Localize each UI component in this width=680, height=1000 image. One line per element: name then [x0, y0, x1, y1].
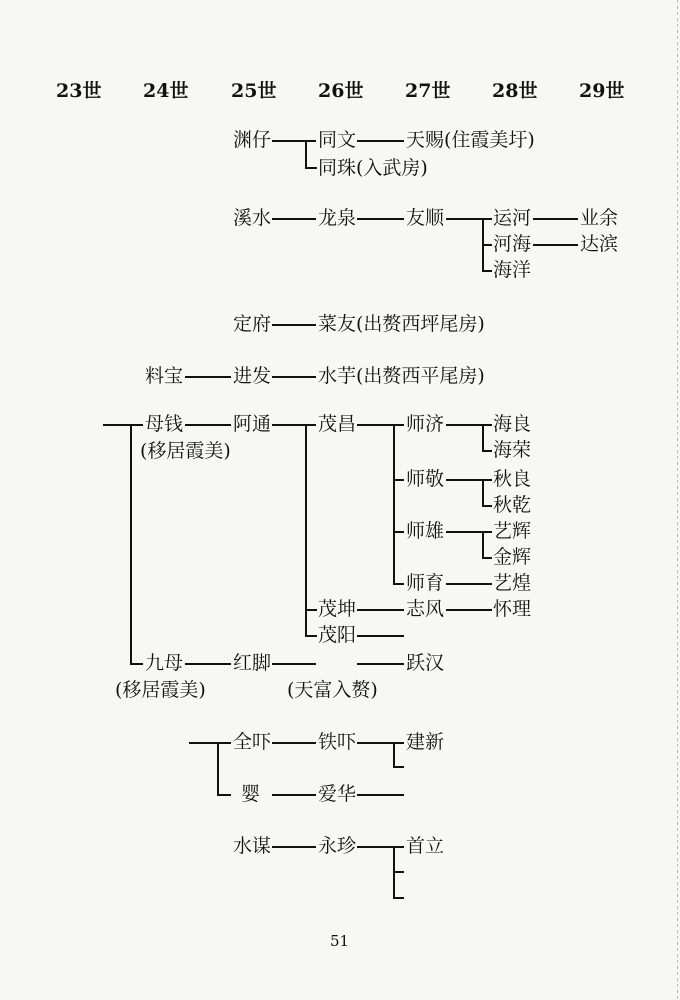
link-line — [357, 846, 404, 848]
link-line — [446, 218, 492, 220]
link-line — [357, 218, 404, 220]
person-zhifeng: 志风 — [406, 598, 445, 620]
link-line — [357, 742, 404, 744]
person-caiyou: 菜友(出赘西坪尾房) — [318, 313, 485, 335]
person-longquan: 龙泉 — [318, 207, 357, 229]
person-shixiong: 师雄 — [406, 520, 445, 542]
gen-29: 29世 — [579, 80, 625, 102]
link-line — [482, 450, 492, 452]
link-line — [393, 766, 404, 768]
person-jinfa: 进发 — [233, 365, 272, 387]
link-line — [357, 635, 404, 637]
link-line — [272, 742, 316, 744]
person-qiuqian: 秋乾 — [493, 494, 532, 516]
page-number: 51 — [330, 932, 350, 950]
link-line — [272, 218, 316, 220]
person-yuanzai: 渊仔 — [233, 129, 272, 151]
link-line — [217, 794, 231, 796]
scan-edge — [677, 0, 678, 1000]
link-line — [446, 531, 492, 533]
person-xishui: 溪水 — [233, 207, 272, 229]
link-line — [533, 218, 578, 220]
link-line — [357, 663, 404, 665]
person-shuimou: 水谋 — [233, 835, 272, 857]
link-line — [393, 583, 404, 585]
person-youshun: 友顺 — [406, 207, 445, 229]
person-tongzhu: 同珠(入武房) — [318, 157, 428, 179]
person-quanxia: 全吓 — [233, 731, 272, 753]
link-line — [185, 376, 231, 378]
link-line — [272, 846, 316, 848]
person-jianxin: 建新 — [406, 731, 445, 753]
link-line — [357, 424, 404, 426]
link-line — [482, 479, 484, 506]
link-line — [446, 424, 492, 426]
link-line — [217, 742, 219, 795]
link-line — [393, 479, 404, 481]
link-line — [305, 609, 317, 611]
person-yuehan: 跃汉 — [406, 652, 445, 674]
link-line — [482, 244, 492, 246]
link-line — [305, 635, 317, 637]
link-line — [272, 663, 316, 665]
link-line — [272, 324, 316, 326]
person-ying: 婴 — [241, 783, 261, 805]
person-atong: 阿通 — [233, 413, 272, 435]
link-line — [393, 424, 395, 584]
person-yunhe: 运河 — [493, 207, 532, 229]
person-maoyang: 茂阳 — [318, 624, 357, 646]
person-yihuang: 艺煌 — [493, 572, 532, 594]
link-line — [357, 794, 404, 796]
link-line — [393, 742, 395, 767]
link-line — [357, 140, 404, 142]
link-line — [393, 531, 404, 533]
gen-27: 27世 — [405, 80, 451, 102]
gen-23: 23世 — [56, 80, 102, 102]
gen-26: 26世 — [318, 80, 364, 102]
person-shiji: 师济 — [406, 413, 445, 435]
gen-28: 28世 — [492, 80, 538, 102]
person-shuiyu: 水芋(出赘西平尾房) — [318, 365, 485, 387]
person-hehai: 河海 — [493, 233, 532, 255]
person-maochang: 茂昌 — [318, 413, 357, 435]
link-line — [305, 140, 307, 168]
link-line — [357, 609, 404, 611]
note-tianfu: (天富入赘) — [287, 679, 378, 701]
person-yeyu: 业余 — [580, 207, 619, 229]
person-dabin: 达滨 — [580, 233, 619, 255]
link-line — [185, 424, 231, 426]
link-line — [482, 505, 492, 507]
link-line — [189, 742, 231, 744]
link-line — [272, 424, 316, 426]
link-line — [305, 167, 317, 169]
gen-24: 24世 — [143, 80, 189, 102]
link-line — [482, 424, 484, 451]
link-line — [446, 583, 492, 585]
person-jinhui: 金辉 — [493, 546, 532, 568]
link-line — [103, 424, 143, 426]
link-line — [533, 244, 578, 246]
person-jiumu: 九母 — [145, 652, 184, 674]
person-tiexia: 铁吓 — [318, 731, 357, 753]
link-line — [272, 794, 316, 796]
link-line — [393, 897, 404, 899]
person-qiuliang: 秋良 — [493, 468, 532, 490]
link-line — [446, 609, 492, 611]
link-line — [130, 663, 143, 665]
link-line — [272, 376, 316, 378]
person-tongwen: 同文 — [318, 129, 357, 151]
link-line — [482, 557, 492, 559]
link-line — [130, 424, 132, 664]
person-liaobao: 料宝 — [145, 365, 184, 387]
person-muqian: 母钱 — [145, 413, 184, 435]
person-tianci: 天赐(住霞美圩) — [406, 129, 535, 151]
person-maokun: 茂坤 — [318, 598, 357, 620]
person-shouli: 首立 — [406, 835, 445, 857]
person-aihua: 爱华 — [318, 783, 357, 805]
link-line — [185, 663, 231, 665]
gen-25: 25世 — [231, 80, 277, 102]
person-hailiang: 海良 — [493, 413, 532, 435]
person-haiyang: 海洋 — [493, 259, 532, 281]
person-huaili: 怀理 — [493, 598, 532, 620]
link-line — [305, 424, 307, 636]
note-muqian: (移居霞美) — [140, 440, 231, 462]
person-shiyu: 师育 — [406, 572, 445, 594]
person-hairong: 海荣 — [493, 439, 532, 461]
person-yihui: 艺辉 — [493, 520, 532, 542]
link-line — [482, 531, 484, 558]
person-hongjiao: 红脚 — [233, 652, 272, 674]
note-jiumu: (移居霞美) — [115, 679, 206, 701]
person-yongzhen: 永珍 — [318, 835, 357, 857]
person-shijing: 师敬 — [406, 468, 445, 490]
link-line — [482, 270, 492, 272]
person-dingfu: 定府 — [233, 313, 272, 335]
link-line — [446, 479, 492, 481]
link-line — [393, 871, 404, 873]
link-line — [272, 140, 316, 142]
